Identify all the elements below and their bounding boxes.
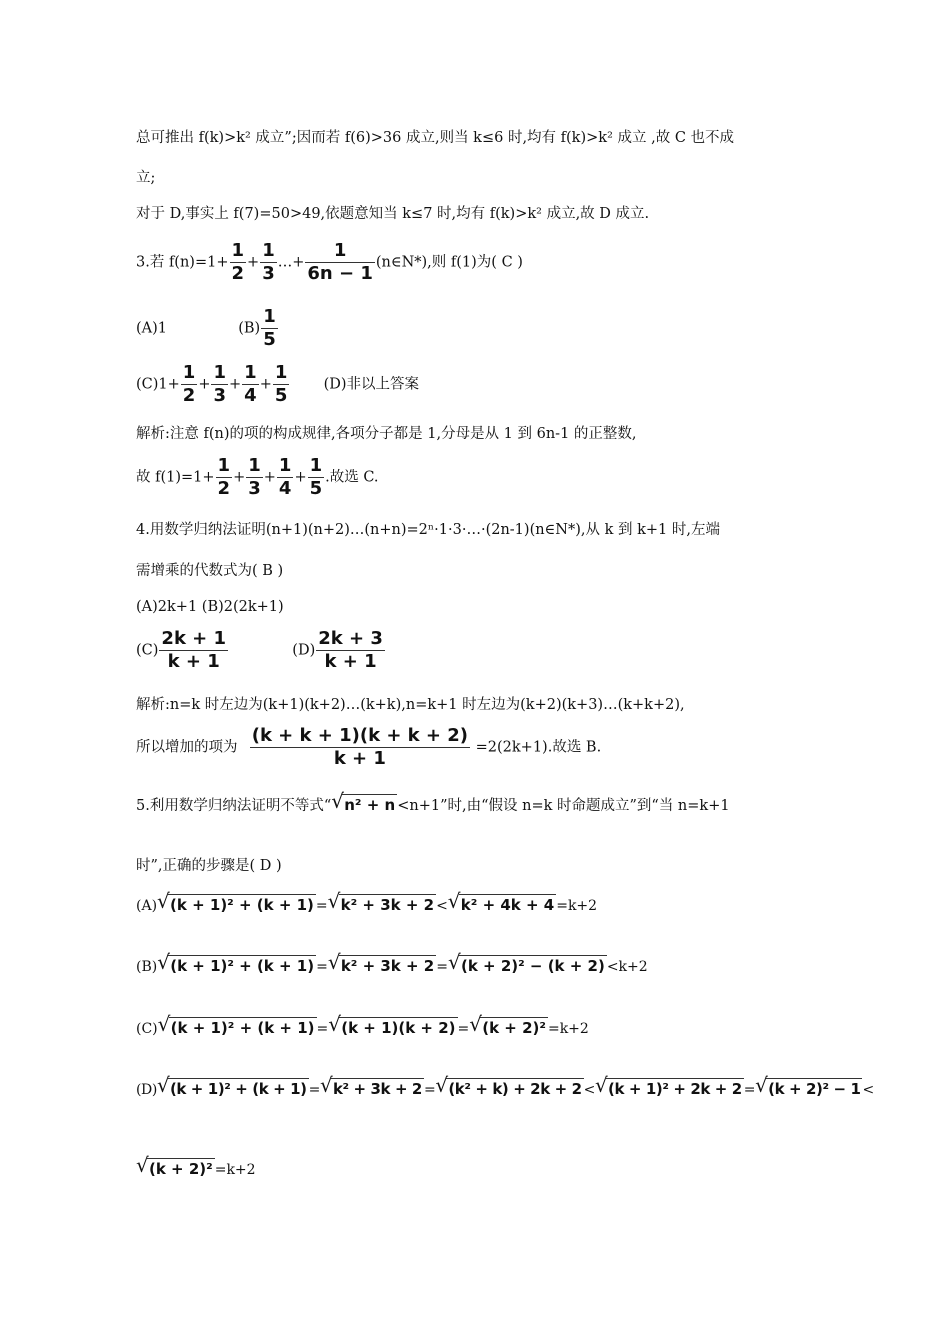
fraction: $\frac{1}{5}$ [274,362,288,406]
fraction: $\frac{1}{2}$ [182,362,196,406]
fraction: $\frac{(k + k + 1)(k + k + 2)}{k + 1}$ [251,725,469,769]
q4-analysis: 解析:n=k 时左边为(k+1)(k+2)…(k+k),n=k+1 时左边为(k+2)(k+3)…(k+k+2), [136,697,685,713]
fraction: $\frac{1}{2}$ [217,455,231,499]
q3-suffix: (n∈N*),则 f(1)为( C ) [375,254,523,271]
q3-analysis: 解析:注意 f(n)的项的构成规律,各项分子都是 1,分母是从 1 到 6n-1 的正整数, [136,426,637,442]
q4-analysis-result: 所以增加的项为 $\frac{(k + k + 1)(k + k + 2)}{k + 1}$ =2(2k+1).故选 B. [136,725,602,769]
q3-options-cd: (C)1+ $\frac{1}{2}$ + $\frac{1}{3}$ + $\frac{1}{4}$ + $\frac{1}{5}$ (D)非以上答案 [136,362,420,406]
q5-option-d: (D) √ (k + 1)² + (k + 1) = √ k² + 3k + 2 = √ (k² + k) + 2k + 2 < √ (k + 1)² + 2k + 2 = √ (k + 2)² − 1 < [136,1073,874,1098]
q5-option-b: (B) √ (k + 1)² + (k + 1) = √ k² + 3k + 2 = √ (k + 2)² − (k + 2) <k+2 [136,950,648,975]
text-line: 立; [136,170,156,186]
q3-analysis-result: 故 f(1)=1+ $\frac{1}{2}$ + $\frac{1}{3}$ + $\frac{1}{4}$ + $\frac{1}{5}$ .故选 C. [136,455,379,499]
fraction: $\frac{1}{6n - 1}$ [307,240,373,284]
fraction: $\frac{1}{5}$ [263,306,276,350]
q5-option-d-cont: √ (k + 2)² =k+2 [136,1153,256,1178]
fraction: $\frac{1}{3}$ [262,240,275,284]
fraction: $\frac{1}{4}$ [278,455,292,499]
q4-options-cd: (C) $\frac{2k + 1}{k + 1}$ (D) $\frac{2k + 3}{k + 1}$ [136,628,383,672]
fraction: $\frac{1}{2}$ [231,240,245,284]
q3-options-ab: (A)1 (B) $\frac{1}{5}$ [136,306,276,350]
text-line: 对于 D,事实上 f(7)=50>49,依题意知当 k≤7 时,均有 f(k)>k² 成立,故 D 成立. [136,206,650,222]
question-4: 4.用数学归纳法证明(n+1)(n+2)…(n+n)=2ⁿ·1·3·…·(2n-1)(n∈N*),从 k 到 k+1 时,左端 [136,522,720,538]
fraction: $\frac{2k + 1}{k + 1}$ [161,628,227,672]
sqrt-expression: √ n² + n [331,789,396,814]
fraction: $\frac{1}{4}$ [244,362,257,406]
q3-prefix: 3.若 f(n)=1+ [136,254,229,271]
question-5: 5.利用数学归纳法证明不等式“ √ n² + n <n+1”时,由“假设 n=k 时命题成立”到“当 n=k+1 [136,789,730,814]
fraction: $\frac{1}{3}$ [213,362,227,406]
question-4-cont: 需增乘的代数式为( B ) [136,563,284,579]
text-line: 总可推出 f(k)>k² 成立”;因而若 f(6)>36 成立,则当 k≤6 时,均有 f(k)>k² 成立 ,故 C 也不成 [136,130,735,146]
fraction: $\frac{2k + 3}{k + 1}$ [318,628,383,672]
fraction: $\frac{1}{5}$ [309,455,323,499]
q5-option-c: (C) √ (k + 1)² + (k + 1) = √ (k + 1)(k + 2) = √ (k + 2)² =k+2 [136,1012,589,1037]
question-3: 3.若 f(n)=1+ $\frac{1}{2}$ + $\frac{1}{3}$ …+ $\frac{1}{6n - 1}$ (n∈N*),则 f(1)为( C ) [136,240,523,284]
q4-options-ab: (A)2k+1 (B)2(2k+1) [136,599,284,615]
fraction: $\frac{1}{3}$ [248,455,261,499]
q5-option-a: (A) √ (k + 1)² + (k + 1) = √ k² + 3k + 2 < √ k² + 4k + 4 =k+2 [136,889,598,914]
question-5-cont: 时”,正确的步骤是( D ) [136,858,282,874]
